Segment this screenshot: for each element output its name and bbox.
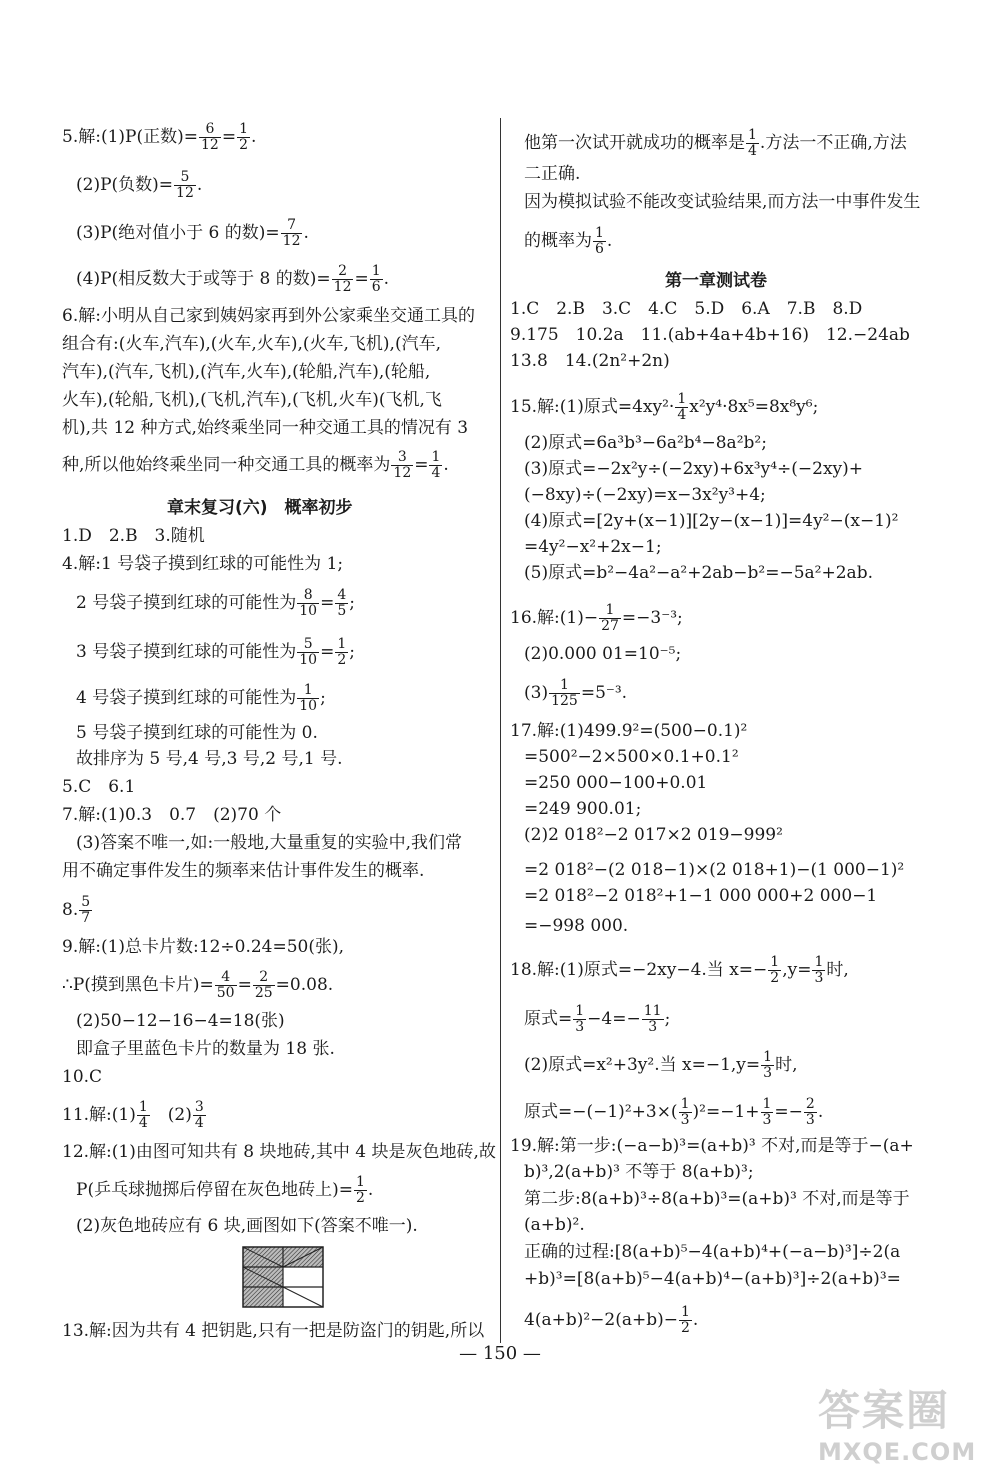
section-heading-review-6: 章末复习(六) 概率初步 — [167, 498, 353, 518]
q6-line-6: 种,所以他始终乘坐同一种交通工具的概率为 $\frac{3}{12}$ = $\frac{1}{4}$ . — [62, 449, 449, 481]
q15-line-1: 15.解:(1)原式=4xy²· $\frac{1}{4}$ x²y⁴·8x⁵=8x⁸y⁶; — [510, 391, 819, 423]
fraction: $\frac{1}{4}$ — [138, 1099, 148, 1131]
fraction: $\frac{2}{3}$ — [805, 1096, 815, 1128]
q19-line-3: 第二步:8(a+b)³÷8(a+b)³=(a+b)³ 不对,而是等于 — [524, 1189, 910, 1209]
q4-line-5: 5 号袋子摸到红球的可能性为 0. — [76, 723, 318, 743]
q6-line-3: 汽车),(汽车,飞机),(汽车,火车),(轮船,汽车),(轮船, — [62, 362, 431, 382]
q12-line-2: P(乒乓球抛掷后停留在灰色地砖上)= $\frac{1}{2}$ . — [76, 1174, 374, 1206]
fraction: $\frac{1}{2}$ — [355, 1174, 365, 1206]
q17-line-6: =2 018²−(2 018−1)×(2 018+1)−(1 000−1)² — [524, 860, 905, 880]
q15-line-4: (−8xy)÷(−2xy)=x−3x²y³+4; — [524, 485, 766, 505]
q9-line-2: ∴P(摸到黑色卡片)= $\frac{4}{50}$ = $\frac{2}{25}$ =0.08. — [62, 969, 334, 1001]
answers-13-14: 13.8 14.(2n²+2n) — [510, 351, 670, 371]
q9-line-4: 即盒子里蓝色卡片的数量为 18 张. — [76, 1039, 335, 1059]
fraction: $\frac{1}{3}$ — [680, 1096, 690, 1128]
q6-line-2: 组合有:(火车,汽车),(火车,火车),(火车,飞机),(汽车, — [62, 334, 441, 354]
q6-line-5: 机),共 12 种方式,始终乘坐同一种交通工具的情况有 3 — [62, 418, 469, 438]
q8-line: 8. $\frac{5}{7}$ — [62, 894, 91, 926]
section-heading-chapter-1-test: 第一章测试卷 — [665, 271, 767, 291]
fraction: $\frac{5}{12}$ — [176, 169, 194, 201]
column-divider — [500, 118, 501, 1343]
q7-line-3: 用不确定事件发生的频率来估计事件发生的概率. — [62, 861, 425, 881]
q12-line-3: (2)灰色地砖应有 6 块,画图如下(答案不唯一). — [76, 1216, 418, 1236]
q16-line-1: 16.解:(1)− $\frac{1}{27}$ =−3⁻³; — [510, 602, 683, 634]
q17-line-4: =249 900.01; — [524, 799, 642, 819]
answers-9-12: 9.175 10.2a 11.(ab+4a+4b+16) 12.−24ab — [510, 325, 910, 345]
fraction: $\frac{2}{12}$ — [333, 263, 352, 295]
q15-line-2: (2)原式=6a³b³−6a²b⁴−8a²b²; — [524, 433, 767, 453]
q5-line-1: 5.解:(1)P(正数)= $\frac{6}{12}$ = $\frac{1}{2}$ . — [62, 121, 257, 153]
q19-line-5: 正确的过程:[8(a+b)⁵−4(a+b)⁴+(−a−b)³]÷2(a — [524, 1242, 901, 1262]
q15-line-3: (3)原式=−2x²y÷(−2xy)+6x³y⁴÷(−2xy)+ — [524, 459, 864, 479]
q5-line-3: (3)P(绝对值小于 6 的数)= $\frac{7}{12}$ . — [76, 217, 309, 249]
fraction: $\frac{1}{6}$ — [595, 225, 604, 257]
q18-line-3: (2)原式=x²+3y².当 x=−1,y= $\frac{1}{3}$ 时, — [524, 1049, 798, 1081]
watermark-logo-text: 答案圈 — [818, 1386, 951, 1435]
fraction: $\frac{11}{3}$ — [643, 1003, 662, 1035]
q11-line: 11.解:(1) $\frac{1}{4}$ (2) $\frac{3}{4}$ — [62, 1099, 204, 1131]
q17-line-5: (2)2 018²−2 017×2 019−999² — [524, 825, 783, 845]
q15-line-5: (4)原式=[2y+(x−1)][2y−(x−1)]=4y²−(x−1)² — [524, 511, 899, 531]
fraction: $\frac{1}{4}$ — [748, 127, 757, 159]
fraction: $\frac{8}{10}$ — [299, 587, 318, 619]
q18-line-1: 18.解:(1)原式=−2xy−4.当 x=− $\frac{1}{2}$ ,y= $\frac{1}{3}$ 时, — [510, 954, 849, 986]
q5-line-4: (4)P(相反数大于或等于 8 的数)= $\frac{2}{12}$ = $\frac{1}{6}$ . — [76, 263, 390, 295]
q7-line-2: (3)答案不唯一,如:一般地,大量重复的实验中,我们常 — [76, 833, 463, 853]
q19-line-6: +b)³=[8(a+b)⁵−4(a+b)⁴−(a+b)³]÷2(a+b)³= — [524, 1269, 901, 1289]
q19-line-1: 19.解:第一步:(−a−b)³=(a+b)³ 不对,而是等于−(a+ — [510, 1136, 914, 1156]
fraction: $\frac{4}{50}$ — [216, 969, 235, 1001]
q6-line-1: 6.解:小明从自己家到姨妈家再到外公家乘坐交通工具的 — [62, 306, 475, 326]
answer-10: 10.C — [62, 1067, 103, 1087]
q15-line-6: =4y²−x²+2x−1; — [524, 537, 662, 557]
fraction: $\frac{1}{2}$ — [770, 954, 780, 986]
fraction: $\frac{3}{12}$ — [393, 449, 412, 481]
q5-line-2: (2)P(负数)= $\frac{5}{12}$ . — [76, 169, 203, 201]
q13-cont-line-2: 二正确. — [524, 164, 581, 184]
answers-1-3: 1.D 2.B 3.随机 — [62, 526, 205, 546]
fraction: $\frac{1}{2}$ — [337, 636, 347, 668]
q12-line-1: 12.解:(1)由图可知共有 8 块地砖,其中 4 块是灰色地砖,故 — [62, 1142, 496, 1162]
q13-cont-line-3: 因为模拟试验不能改变试验结果,而方法一中事件发生 — [524, 192, 921, 212]
tile-floor-figure — [242, 1246, 324, 1308]
gray-tile — [243, 1287, 283, 1307]
fraction: $\frac{1}{27}$ — [601, 602, 619, 634]
answers-1-8: 1.C 2.B 3.C 4.C 5.D 6.A 7.B 8.D — [510, 299, 863, 319]
watermark-url: MXQE.COM — [818, 1438, 977, 1466]
q13-cont-line-1: 他第一次试开就成功的概率是 $\frac{1}{4}$ .方法一不正确,方法 — [524, 127, 907, 159]
q4-line-1: 4.解:1 号袋子摸到红球的可能性为 1; — [62, 554, 344, 574]
q4-line-2: 2 号袋子摸到红球的可能性为 $\frac{8}{10}$ = $\frac{4}{5}$ ; — [76, 587, 355, 619]
q9-line-1: 9.解:(1)总卡片数:12÷0.24=50(张), — [62, 937, 345, 957]
q9-line-3: (2)50−12−16−4=18(张) — [76, 1011, 285, 1031]
fraction: $\frac{1}{3}$ — [762, 1096, 772, 1128]
q4-line-4: 4 号袋子摸到红球的可能性为 $\frac{1}{10}$ ; — [76, 682, 326, 714]
fraction: $\frac{1}{6}$ — [371, 263, 381, 295]
q17-line-8: =−998 000. — [524, 916, 629, 936]
q17-line-7: =2 018²−2 018²+1−1 000 000+2 000−1 — [524, 886, 878, 906]
fraction: $\frac{1}{3}$ — [814, 954, 824, 986]
q15-line-7: (5)原式=b²−4a²−a²+2ab−b²=−5a²+2ab. — [524, 563, 873, 583]
answers-5-6: 5.C 6.1 — [62, 777, 136, 797]
fraction: $\frac{2}{25}$ — [254, 969, 273, 1001]
q4-line-6: 故排序为 5 号,4 号,3 号,2 号,1 号. — [76, 749, 343, 769]
q16-line-3: (3) $\frac{1}{125}$ =5⁻³. — [524, 677, 628, 709]
fraction: $\frac{1}{4}$ — [431, 449, 441, 481]
fraction: $\frac{1}{3}$ — [575, 1003, 585, 1035]
q13-line-1: 13.解:因为共有 4 把钥匙,只有一把是防盗门的钥匙,所以 — [62, 1321, 485, 1341]
q19-line-7: 4(a+b)²−2(a+b)− $\frac{1}{2}$ . — [524, 1304, 699, 1336]
fraction: $\frac{1}{10}$ — [299, 682, 318, 714]
q17-line-3: =250 000−100+0.01 — [524, 773, 708, 793]
fraction: $\frac{1}{3}$ — [763, 1049, 773, 1081]
q16-line-2: (2)0.000 01=10⁻⁵; — [524, 644, 682, 664]
fraction: $\frac{1}{125}$ — [551, 677, 578, 709]
fraction: $\frac{1}{2}$ — [239, 121, 248, 153]
fraction: $\frac{3}{4}$ — [194, 1099, 204, 1131]
q4-line-3: 3 号袋子摸到红球的可能性为 $\frac{5}{10}$ = $\frac{1}{2}$ ; — [76, 636, 355, 668]
q17-line-2: =500²−2×500×0.1+0.1² — [524, 747, 739, 767]
q13-cont-line-4: 的概率为 $\frac{1}{6}$ . — [524, 225, 613, 257]
fraction: $\frac{5}{10}$ — [299, 636, 318, 668]
q18-line-4: 原式=−(−1)²+3×( $\frac{1}{3}$ )²=−1+ $\frac{1}{3}$ =− $\frac{2}{3}$ . — [524, 1096, 824, 1128]
q7-line-1: 7.解:(1)0.3 0.7 (2)70 个 — [62, 805, 282, 825]
q18-line-2: 原式= $\frac{1}{3}$ −4=− $\frac{11}{3}$ ; — [524, 1003, 671, 1035]
fraction: $\frac{1}{2}$ — [681, 1304, 690, 1336]
fraction: $\frac{4}{5}$ — [337, 587, 347, 619]
fraction: $\frac{7}{12}$ — [282, 217, 301, 249]
page-number: — 150 — — [459, 1343, 541, 1364]
fraction: $\frac{6}{12}$ — [200, 121, 219, 153]
fraction: $\frac{1}{4}$ — [677, 391, 687, 423]
fraction: $\frac{5}{7}$ — [81, 894, 91, 926]
q6-line-4: 火车),(轮船,飞机),(飞机,汽车),(飞机,火车)(飞机,飞 — [62, 390, 442, 410]
q17-line-1: 17.解:(1)499.9²=(500−0.1)² — [510, 721, 748, 741]
q19-line-2: b)³,2(a+b)³ 不等于 8(a+b)³; — [524, 1162, 754, 1182]
q19-line-4: (a+b)². — [524, 1215, 585, 1235]
site-watermark — [818, 1378, 993, 1468]
